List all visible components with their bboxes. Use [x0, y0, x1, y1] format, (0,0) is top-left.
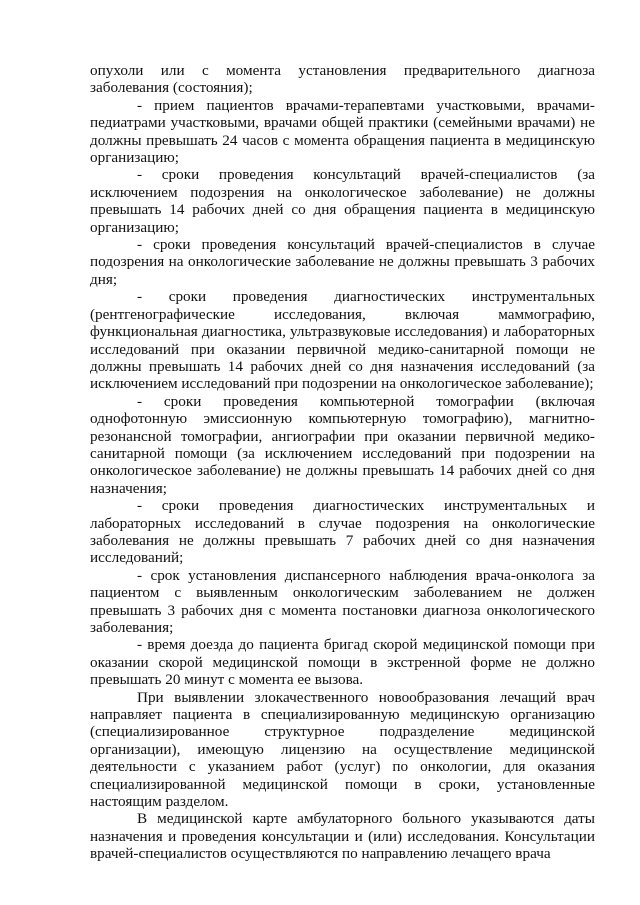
paragraph-5: - сроки проведения диагностических инструментальных (рентгенографические исследования, включая маммографию, функциональная диагностика, ультразвуковые исследования) и лабораторных исследований при оказании первичной медико-санитарной помощи не должны превышать 14 рабочих дней со дня назначения исследований (за исключением исследований при подозрении на онкологическое заболевание);: [90, 288, 595, 393]
paragraph-3: - сроки проведения консультаций врачей-специалистов (за исключением подозрения на онкологическое заболевание) не должны превышать 14 рабочих дней со дня обращения пациента в медицинскую организацию;: [90, 166, 595, 236]
paragraph-9: - время доезда до пациента бригад скорой медицинской помощи при оказании скорой медицинской помощи в экстренной форме не должно превышать 20 минут с момента ее вызова.: [90, 636, 595, 689]
paragraph-2: - прием пациентов врачами-терапевтами участковыми, врачами-педиатрами участковыми, врачами общей практики (семейными врачами) не должны превышать 24 часов с момента обращения пациента в медицинскую организацию;: [90, 96, 595, 167]
paragraph-8: - срок установления диспансерного наблюдения врача-онколога за пациентом с выявленным онкологическим заболеванием не должен превышать 3 рабочих дня с момента постановки диагноза онкологического заболевания;: [90, 566, 595, 636]
document-page: [90, 62, 595, 863]
paragraph-11: В медицинской карте амбулаторного больного указываются даты назначения и проведения консультации и (или) исследования. Консультации врачей-специалистов осуществляются по направлению лечащего врача: [90, 810, 595, 863]
paragraph-6: - сроки проведения компьютерной томографии (включая однофотонную эмиссионную компьютерную томографию), магнитно-резонансной томографии, ангиографии при оказании первичной медико-санитарной помощи (за исключением исследований при подозрении на онкологическое заболевание) не должны превышать 14 рабочих дней со дня назначения;: [90, 392, 595, 497]
paragraph-4: - сроки проведения консультаций врачей-специалистов в случае подозрения на онкологические заболевание не должны превышать 3 рабочих дня;: [90, 236, 595, 288]
paragraph-7: - сроки проведения диагностических инструментальных и лабораторных исследований в случае подозрения на онкологические заболевания не должны превышать 7 рабочих дней со дня назначения исследований;: [90, 497, 595, 567]
paragraph-10: При выявлении злокачественного новообразования лечащий врач направляет пациента в специализированную медицинскую организацию (специализированное структурное подразделение медицинской организации), имеющую лицензию на осуществление медицинской деятельности с указанием работ (услуг) по онкологии, для оказания специализированной медицинской помощи в сроки, установленные настоящим разделом.: [90, 688, 595, 811]
paragraph-1: опухоли или с момента установления предварительного диагноза заболевания (состояния);: [90, 62, 595, 97]
